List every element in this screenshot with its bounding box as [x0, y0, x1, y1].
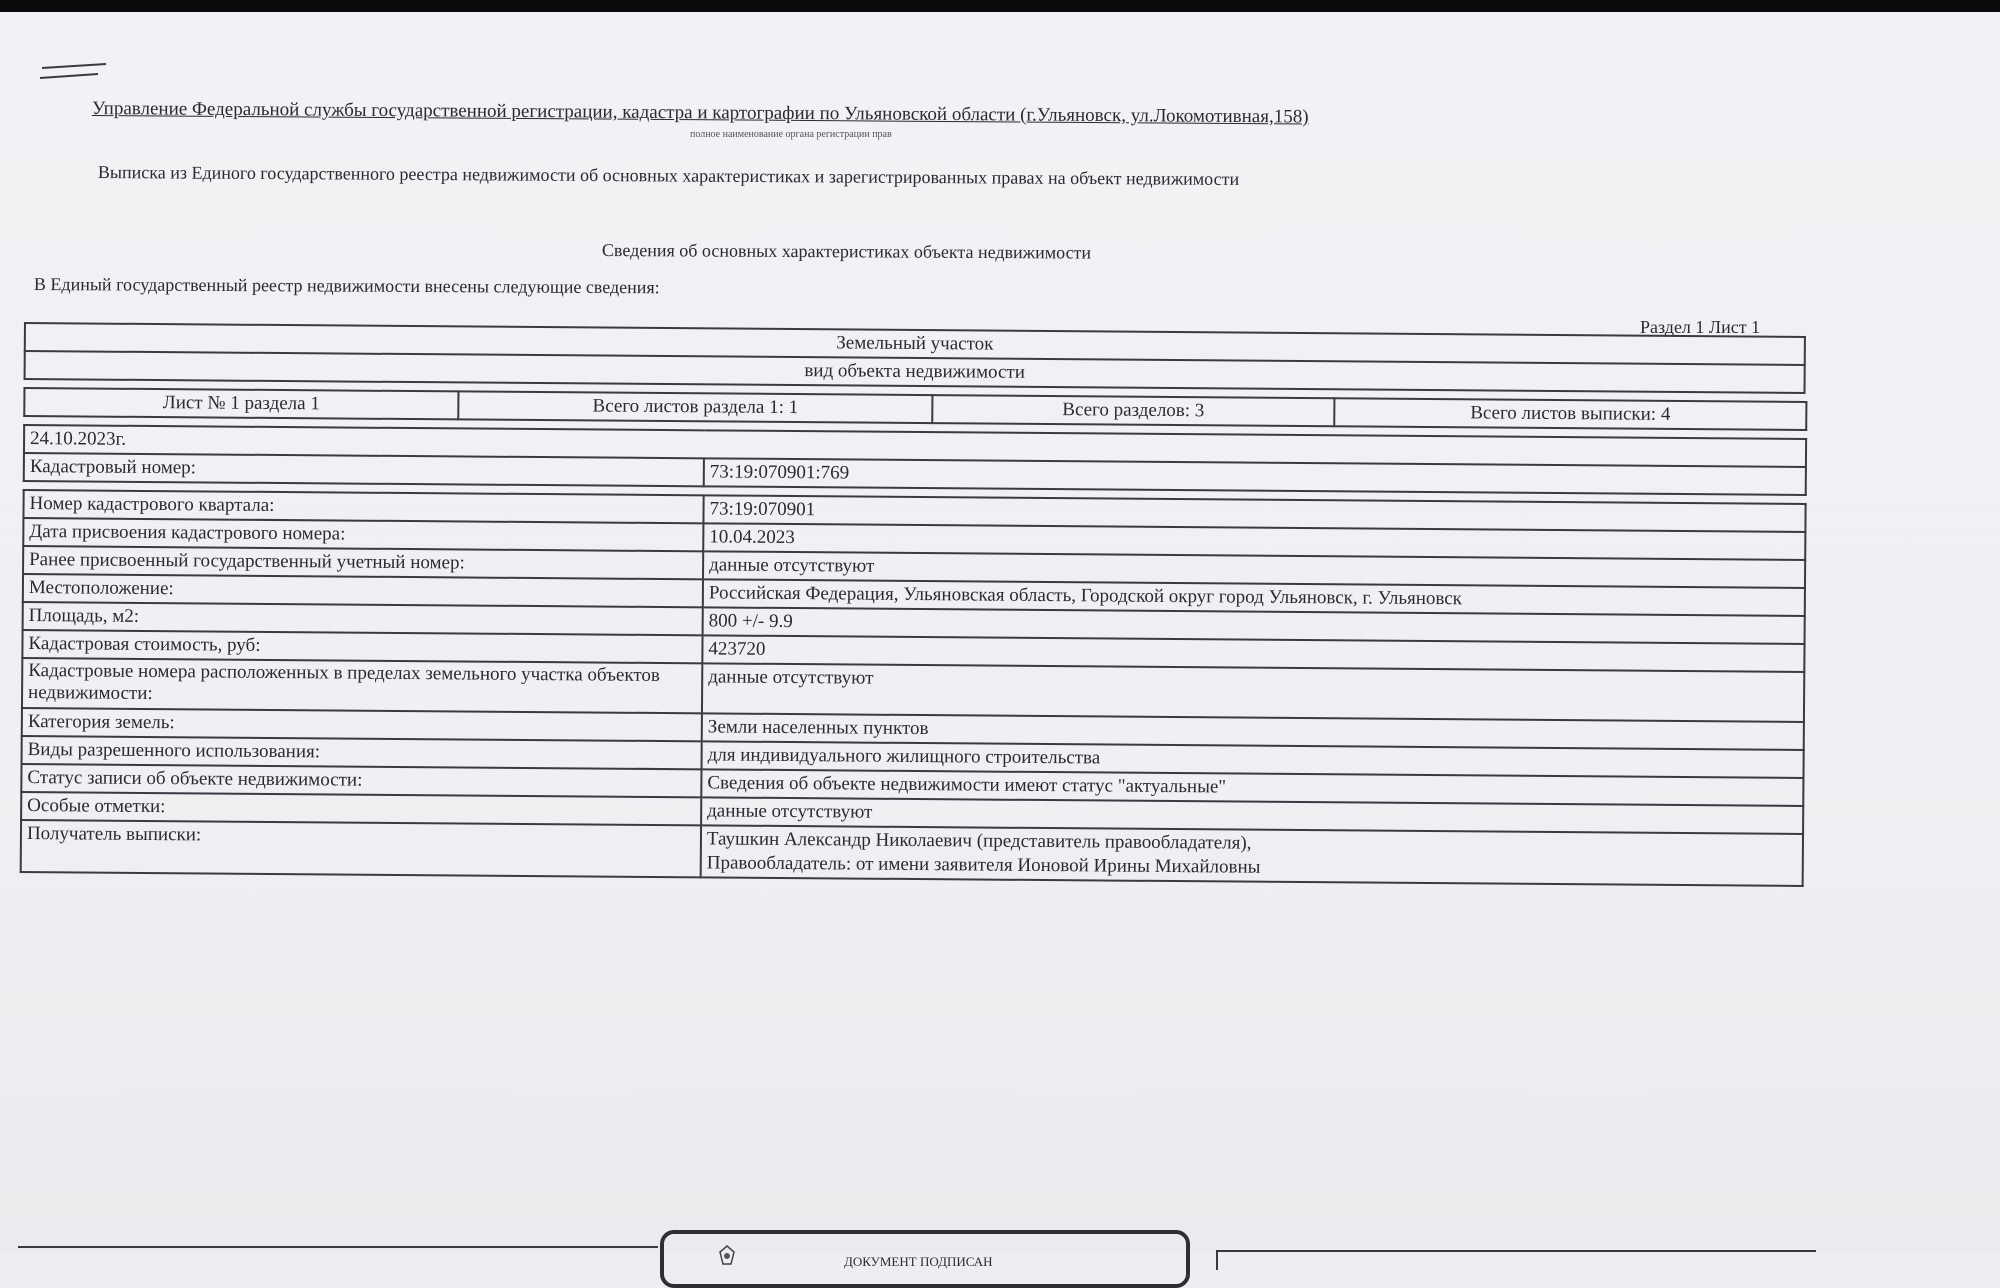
signature-stamp: [660, 1230, 1190, 1288]
row-value: 423720: [702, 635, 1804, 672]
top-dark-band: [0, 0, 2000, 12]
cadastral-number-value: 73:19:070901:769: [704, 458, 1806, 495]
emblem-icon: [712, 1244, 742, 1268]
row-value: [701, 825, 1803, 886]
row-label: Особые отметки:: [21, 792, 701, 825]
document-page: [0, 12, 2000, 1269]
row-label: Дата присвоения кадастрового номера:: [23, 518, 703, 551]
pen-mark-icon: [40, 60, 110, 82]
recipient-line-2: Правообладатель: от имени заявителя Ионовой Ирины Михайловны: [706, 852, 1261, 878]
row-value: Земли населенных пунктов: [702, 713, 1804, 750]
total-sections: Всего разделов: 3: [932, 395, 1334, 426]
row-value: данные отсутствуют: [703, 551, 1805, 588]
section-heading: Сведения об основных характеристиках объекта недвижимости: [601, 240, 1092, 263]
row-value: данные отсутствуют: [701, 797, 1803, 834]
intro-text: В Единый государственный реестр недвижимости внесены следующие сведения:: [33, 274, 660, 298]
object-type: Земельный участок: [25, 323, 1805, 365]
recipient-line-1: Таушкин Александр Николаевич (представитель правообладателя),: [706, 828, 1252, 854]
row-label: Статус записи об объекте недвижимости:: [21, 764, 701, 797]
object-type-caption: вид объекта недвижимости: [25, 351, 1805, 393]
section-sheet-label: Раздел 1 Лист 1: [1640, 317, 1761, 337]
row-value: 10.04.2023: [703, 523, 1805, 560]
row-label: Номер кадастрового квартала:: [23, 490, 703, 523]
bottom-table-edge-right: [1216, 1250, 1816, 1252]
row-value: Сведения об объекте недвижимости имеют статус "актуальные": [701, 769, 1803, 806]
row-label: Местоположение:: [23, 574, 703, 607]
stamp-text: ДОКУМЕНТ ПОДПИСАН: [844, 1254, 993, 1269]
extract-title: Выписка из Единого государственного реестра недвижимости об основных характеристиках и зарегистрированных правах на объект недвижимости: [97, 162, 1240, 189]
total-sheets-section: Всего листов раздела 1: 1: [458, 391, 932, 423]
sheet-number: Лист № 1 раздела 1: [24, 388, 458, 419]
cadastral-number-label: Кадастровый номер:: [24, 453, 704, 486]
row-label: Виды разрешенного использования:: [22, 736, 702, 769]
row-value: данные отсутствуют: [702, 663, 1804, 722]
row-label: Ранее присвоенный государственный учетный номер:: [23, 546, 703, 579]
row-value: для индивидуального жилищного строительства: [702, 741, 1804, 778]
row-label: Площадь, м2:: [23, 602, 703, 635]
authority-caption: полное наименование органа регистрации прав: [690, 129, 892, 140]
row-label: Категория земель:: [22, 708, 702, 741]
total-sheets-extract: Всего листов выписки: 4: [1334, 398, 1806, 430]
row-label: Кадастровая стоимость, руб:: [22, 630, 702, 663]
extract-date: 24.10.2023г.: [24, 425, 1806, 467]
bottom-table-divider: [1216, 1250, 1218, 1270]
row-value: Российская Федерация, Ульяновская область, Городской округ город Ульяновск, г. Ульяновск: [703, 579, 1805, 616]
bottom-table-edge-left: [18, 1246, 658, 1248]
row-value: 73:19:070901: [703, 495, 1805, 532]
row-label: Получатель выписки:: [21, 820, 701, 877]
extract-table-block: [20, 322, 1806, 887]
registration-authority: Управление Федеральной службы государственной регистрации, кадастра и картографии по Ульяновской области (г.Ульяновск, ул.Локомотивная,158): [91, 98, 1309, 128]
row-value: 800 +/- 9.9: [703, 607, 1805, 644]
row-label: Кадастровые номера расположенных в пределах земельного участка объектов недвижимости:: [22, 658, 702, 713]
characteristics-table: [20, 489, 1807, 887]
